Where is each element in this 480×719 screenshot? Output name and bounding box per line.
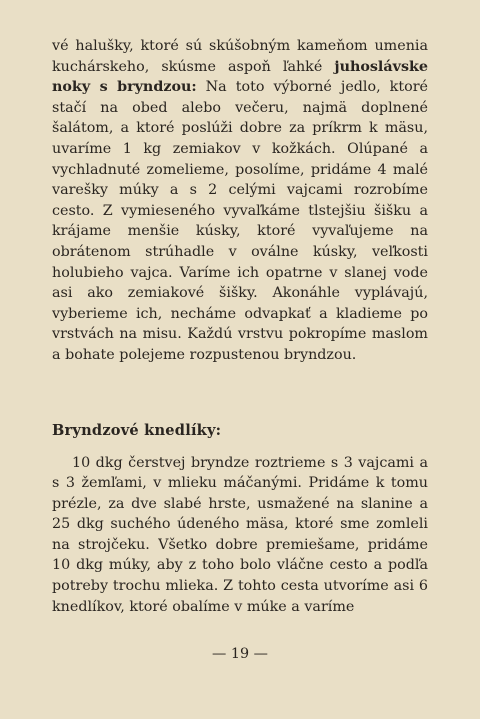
paragraph-knedliky: 10 dkg čerstvej bryndze roztrieme s 3 vajcami a s 3 žemľami, v mlieku máčanými. Pridáme k tomu prézle, za dve slabé hrste, usmažené na slanine a 25 dkg suchého údeného mäsa, ktoré sme zomleli na strojčeku. Všetko dobre premiešame, pridáme 10 dkg múky, aby z toho bolo vláčne cesto a podľa potreby trochu mlieka. Z tohto cesta utvoríme asi 6 knedlíkov, ktoré obalíme v múke a varíme [52, 454, 428, 615]
page-number: — 19 — [212, 646, 268, 662]
paragraph-halusky-intro: vé halušky, ktoré sú skúšobným kameňom umenia kuchárskeho, skúsme aspoň ľahké [52, 38, 428, 75]
recipe-title-noky: juhoslávske noky s bryndzou: [52, 58, 428, 96]
paragraph-halusky-body: Na toto výborné jedlo, ktoré stačí na obed alebo večeru, najmä doplnené šalátom, a ktoré poslúži dobre za príkrm k mäsu, uvaríme 1 kg zemiakov v kožkách. Olúpané a vychladnuté zomelieme, posolíme, pridáme 4 malé varešky múky a s 2 celými vajcami rozrobíme cesto. Z vymieseného vyvaľkáme tlstejšiu šišku a krájame menšie kúsky, ktoré vyvaľujeme na obrátenom strúhadle v oválne kúsky, veľkosti holubieho vajca. Varíme ich opatrne v slanej vode asi ako zemiakové šišky. Akonáhle vyplávajú, vyberieme ich, necháme odvapkať a kladieme po vrstvách na misu. Každú vrstvu pokropíme maslom a bohate polejeme rozpustenou bryndzou. [52, 79, 428, 363]
paragraph-halusky [52, 36, 428, 366]
recipe-heading-knedliky: Bryndzové knedlíky: [52, 421, 222, 439]
recipe-text [52, 36, 428, 617]
